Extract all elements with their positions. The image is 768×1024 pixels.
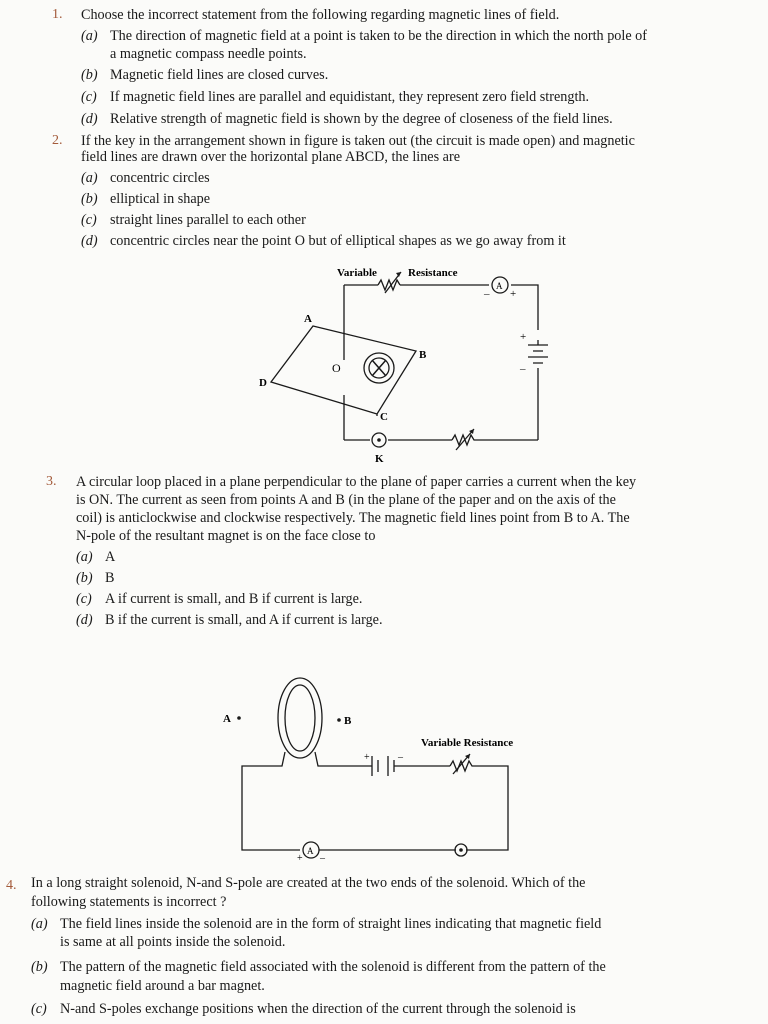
label-resistance: Resistance — [408, 267, 458, 279]
option-text: straight lines parallel to each other — [110, 212, 306, 228]
question-text: following statements is incorrect ? — [31, 894, 227, 910]
label-ammeter: A — [307, 846, 314, 856]
option-text: magnetic field around a bar magnet. — [60, 978, 265, 994]
option-label: (d) — [76, 612, 93, 628]
option-text: B — [105, 570, 115, 586]
label-point-b: B — [344, 715, 352, 727]
option-label: (c) — [31, 1001, 47, 1017]
option-text: If magnetic field lines are parallel and equidistant, they represent zero field strength. — [110, 89, 590, 105]
option-text: a magnetic compass needle points. — [110, 46, 307, 62]
option-label: (a) — [81, 28, 98, 44]
option-label: (c) — [81, 89, 97, 105]
resistor — [450, 761, 508, 850]
option-text: A — [105, 549, 116, 565]
option-label: (c) — [76, 591, 92, 607]
option-text: Magnetic field lines are closed curves. — [110, 67, 329, 83]
question-text: If the key in the arrangement shown in figure is taken out (the circuit is made open) and magnetic — [81, 133, 635, 149]
option-text: concentric circles — [110, 170, 210, 186]
option-label: (a) — [81, 170, 98, 186]
point-b-dot — [337, 718, 341, 722]
resistor-arrow — [385, 272, 401, 293]
question-number: 2. — [52, 133, 63, 148]
label-point-o: O — [332, 361, 341, 375]
resistor-bottom-arrow — [456, 429, 474, 450]
option-label: (b) — [31, 959, 48, 975]
label-point-d: D — [259, 377, 267, 389]
ammeter-icon — [492, 277, 508, 293]
label-battery-minus: – — [520, 363, 526, 375]
label-ammeter-minus: – — [484, 288, 490, 300]
battery-cell — [370, 756, 398, 776]
question-number: 1. — [52, 7, 63, 22]
key-icon — [455, 844, 467, 856]
option-label: (c) — [81, 212, 97, 228]
option-text: Relative strength of magnetic field is shown by the degree of closeness of the field lines. — [110, 111, 613, 127]
compass-icon — [364, 353, 394, 383]
question-text: coil) is anticlockwise and clockwise respectively. The magnetic field lines point from B to A. The — [76, 510, 630, 526]
option-label: (a) — [76, 549, 93, 565]
label-point-a: A — [223, 713, 231, 725]
resistor-arrow — [453, 754, 470, 774]
question-number: 4. — [6, 878, 17, 893]
plane-abcd — [271, 326, 416, 414]
wire-top-right2 — [511, 285, 538, 330]
label-key: K — [375, 453, 384, 465]
label-point-c: C — [380, 411, 388, 423]
ammeter-icon — [303, 842, 319, 858]
label-ammeter: A — [496, 281, 503, 291]
label-ammeter-minus: – — [320, 853, 325, 864]
resistor-top — [378, 280, 400, 290]
option-text: is same at all points inside the solenoid. — [60, 934, 286, 950]
wire-loop-lead — [242, 752, 300, 850]
circular-loop — [278, 678, 322, 758]
question-text: N-pole of the resultant magnet is on the face close to — [76, 528, 376, 544]
question-text: In a long straight solenoid, N-and S-pole are created at the two ends of the solenoid. Which of the — [31, 875, 586, 891]
label-point-b: B — [419, 349, 427, 361]
option-text: elliptical in shape — [110, 191, 211, 207]
question-text: A circular loop placed in a plane perpendicular to the plane of paper carries a current when the key — [76, 474, 637, 490]
label-point-a: A — [304, 313, 312, 325]
question-number: 3. — [46, 474, 57, 489]
option-text: The field lines inside the solenoid are in the form of straight lines indicating that magnetic field — [60, 916, 602, 932]
label-variable: Variable — [337, 267, 377, 279]
option-label: (d) — [81, 111, 98, 127]
option-text: The pattern of the magnetic field associated with the solenoid is different from the pattern of the — [60, 959, 606, 975]
option-text: The direction of magnetic field at a point is taken to be the direction in which the north pole of — [110, 28, 647, 44]
label-battery-minus: – — [398, 752, 403, 763]
option-text: B if the current is small, and A if current is large. — [105, 612, 383, 628]
label-ammeter-plus: + — [297, 853, 303, 864]
label-ammeter-plus: + — [510, 288, 517, 300]
question-text: Choose the incorrect statement from the following regarding magnetic lines of field. — [81, 7, 560, 23]
option-text: N-and S-poles exchange positions when the direction of the current through the solenoid is — [60, 1001, 576, 1017]
question-text: field lines are drawn over the horizontal plane ABCD, the lines are — [81, 149, 460, 165]
option-label: (a) — [31, 916, 48, 932]
key-icon — [372, 433, 386, 447]
option-text: A if current is small, and B if current is large. — [105, 591, 363, 607]
option-label: (b) — [81, 191, 98, 207]
label-variable-resistance: Variable Resistance — [421, 737, 514, 749]
point-a-dot — [237, 716, 241, 720]
question-text: is ON. The current as seen from points A and B (in the plane of the paper and on the axis of the — [76, 492, 616, 508]
label-battery-plus: + — [520, 331, 527, 343]
label-battery-plus: + — [364, 752, 370, 763]
resistor-bottom — [452, 435, 538, 445]
option-label: (d) — [81, 233, 98, 249]
battery-cell — [528, 345, 548, 363]
option-text: concentric circles near the point O but of elliptical shapes as we go away from it — [110, 233, 566, 249]
option-label: (b) — [76, 570, 93, 586]
option-label: (b) — [81, 67, 98, 83]
